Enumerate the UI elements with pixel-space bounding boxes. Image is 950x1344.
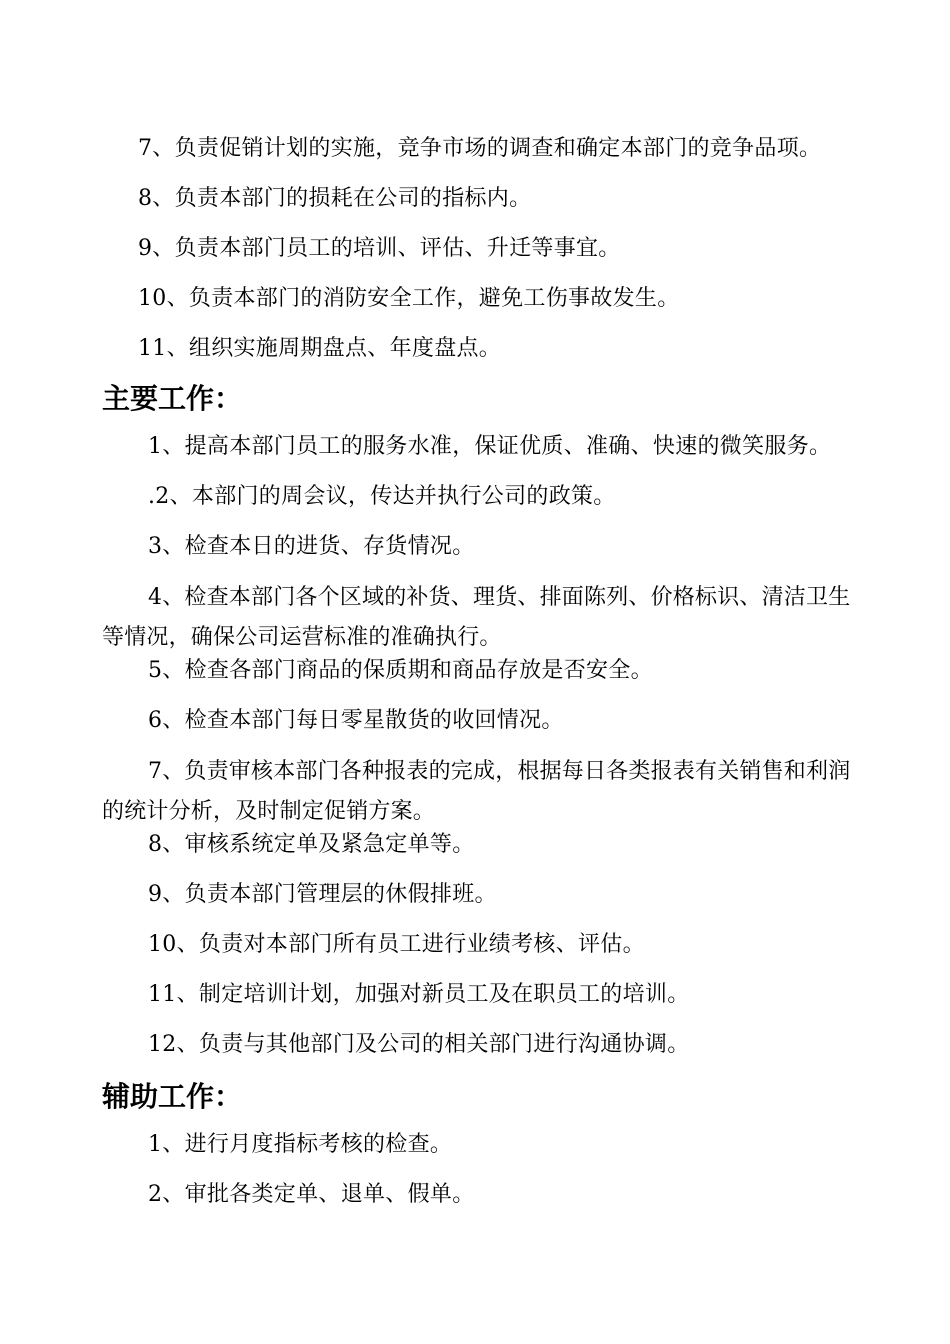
main-work-item: 4、检查本部门各个区域的补货、理货、排面陈列、价格标识、清洁卫生等情况，确保公司运营标准的准确执行。 [102, 585, 851, 650]
auxiliary-work-item: 1、进行月度指标考核的检查。 [148, 1132, 453, 1157]
responsibility-item: 11、组织实施周期盘点、年度盘点。 [138, 336, 502, 361]
main-work-item: 7、负责审核本部门各种报表的完成，根据每日各类报表有关销售和利润的统计分析，及时制定促销方案。 [102, 759, 851, 824]
main-work-item: 5、检查各部门商品的保质期和商品存放是否安全。 [148, 658, 653, 683]
auxiliary-work-item: 2、审批各类定单、退单、假单。 [148, 1182, 475, 1207]
main-work-item: 1、提高本部门员工的服务水准，保证优质、准确、快速的微笑服务。 [148, 434, 832, 459]
responsibility-item: 8、负责本部门的损耗在公司的指标内。 [138, 186, 532, 211]
main-work-item: 12、负责与其他部门及公司的相关部门进行沟通协调。 [148, 1032, 690, 1057]
main-work-item: 9、负责本部门管理层的休假排班。 [148, 882, 497, 907]
main-work-item: 10、负责对本部门所有员工进行业绩考核、评估。 [148, 932, 645, 957]
responsibility-item: 7、负责促销计划的实施，竞争市场的调查和确定本部门的竞争品项。 [138, 136, 822, 161]
main-work-item: 3、检查本日的进货、存货情况。 [148, 534, 475, 559]
responsibility-item: 9、负责本部门员工的培训、评估、升迁等事宜。 [138, 236, 621, 261]
section-heading-auxiliary-work: 辅助工作： [102, 1080, 243, 1113]
main-work-item: 11、制定培训计划，加强对新员工及在职员工的培训。 [148, 982, 690, 1007]
main-work-item: .2、本部门的周会议，传达并执行公司的政策。 [148, 484, 616, 509]
main-work-item: 8、审核系统定单及紧急定单等。 [148, 832, 475, 857]
section-heading-main-work: 主要工作： [102, 382, 243, 415]
main-work-item: 6、检查本部门每日零星散货的收回情况。 [148, 708, 564, 733]
responsibility-item: 10、负责本部门的消防安全工作，避免工伤事故发生。 [138, 286, 680, 311]
